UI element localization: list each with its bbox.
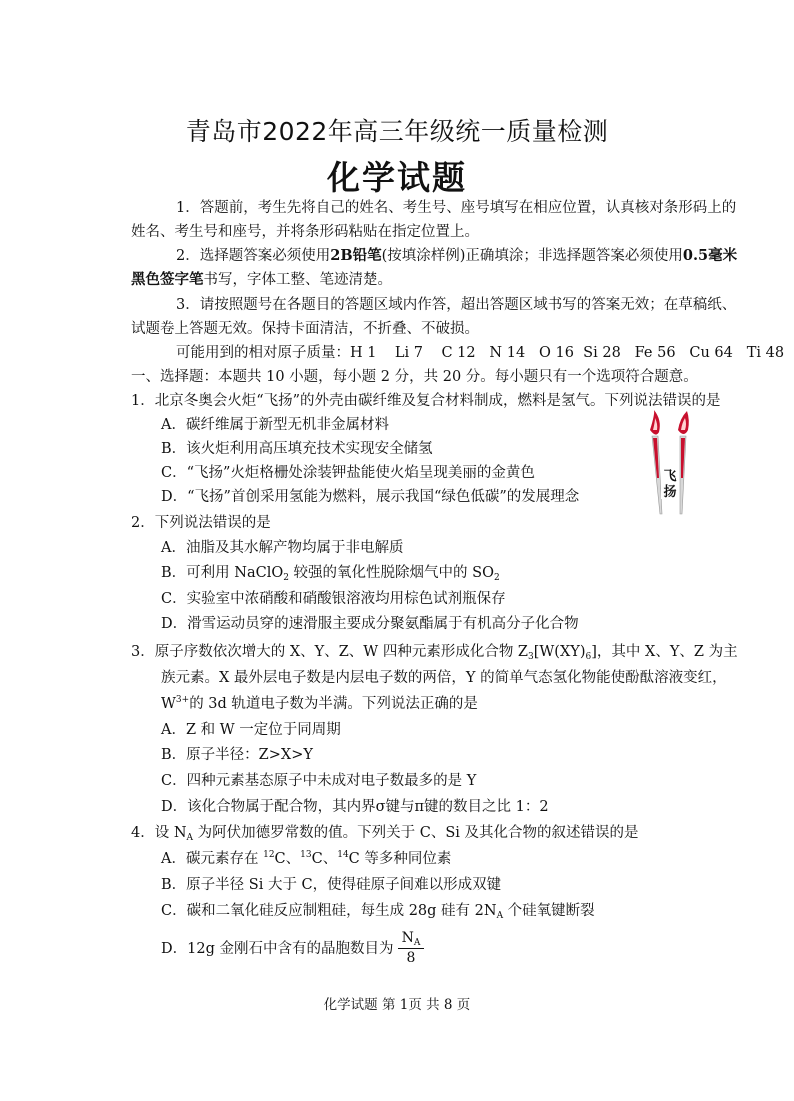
torch-image: [640, 408, 700, 516]
q1-option-b: B．该火炬利用高压填充技术实现安全储氢: [161, 441, 433, 457]
q3-option-a: A．Z 和 W 一定位于同周期: [161, 722, 341, 738]
torch-label-2: 扬: [663, 485, 677, 500]
torch-left: [650, 410, 662, 514]
q4-option-a: A．碳元素存在 $^{12}$C、$^{13}$C、$^{14}$C 等多种同位素: [161, 850, 452, 867]
instruction-3-line-1: 3．请按照题号在各题目的答题区域内作答，超出答题区域书写的答案无效；在草稿纸、: [176, 297, 737, 313]
page-footer: 化学试题 第 1页 共 8 页: [323, 997, 471, 1013]
q3-option-d: D．该化合物属于配合物，其内界σ键与π键的数目之比 1：2: [161, 799, 549, 815]
torch-label-1: 飞: [663, 469, 677, 484]
q1-option-c: C．“飞扬”火炬格栅处涂装钾盐能使火焰呈现美丽的金黄色: [161, 465, 535, 481]
q3-option-c: C．四种元素基态原子中未成对电子数最多的是 Y: [161, 773, 477, 789]
section-1-heading: 一、选择题：本题共 10 小题，每小题 2 分，共 20 分。每小题只有一个选项符合题意。: [131, 369, 698, 385]
fraction-denominator: 8: [406, 950, 416, 966]
q2-option-d: D．滑雪运动员穿的速滑服主要成分聚氨酯属于有机高分子化合物: [161, 616, 579, 632]
subject-title: 化学试题: [327, 158, 467, 197]
q1-option-d: D．“飞扬”首创采用氢能为燃料，展示我国“绿色低碳”的发展理念: [161, 489, 580, 505]
q2-option-a: A．油脂及其水解产物均属于非电解质: [161, 540, 404, 556]
instruction-1-line-2: 姓名、考生号和座号，并将条形码粘贴在指定位置上。: [131, 224, 479, 240]
q1-option-a: A．碳纤维属于新型无机非金属材料: [161, 417, 389, 433]
q3-stem-line-3: $W^{3+}$的 3d 轨道电子数为半满。下列说法正确的是: [161, 695, 478, 712]
q4-option-b: B．原子半径 Si 大于 C，使得硅原子间难以形成双键: [161, 877, 502, 893]
atomic-masses: 可能用到的相对原子质量：H 1 Li 7 C 12 N 14 O 16 Si 28 Fe 56 Cu 64 Ti 48: [176, 345, 785, 361]
q2-stem: 2．下列说法错误的是: [131, 515, 271, 531]
q1-stem: 1．北京冬奥会火炬“飞扬”的外壳由碳纤维及复合材料制成，燃料是氢气。下列说法错误的是: [131, 393, 721, 409]
instruction-2-line-2: 黑色签字笔书写，字体工整、笔迹清楚。: [131, 271, 392, 288]
q2-option-b: B．可利用 NaClO$_2$ 较强的氧化性脱除烟气中的 $SO_2$: [161, 565, 500, 583]
instruction-3-line-2: 试题卷上答题无效。保持卡面清洁，不折叠、不破损。: [131, 321, 479, 337]
q4-d-fraction: [398, 930, 424, 967]
q3-stem-line-2: 族元素。X 最外层电子数是内层电子数的两倍，Y 的简单气态氢化物能使酚酞溶液变红，: [161, 670, 727, 686]
fraction-numerator: $N_A$: [398, 930, 424, 949]
q4-stem: 4．设 $N_A$ 为阿伏加德罗常数的值。下列关于 C、Si 及其化合物的叙述错误的是: [131, 825, 639, 843]
q4-option-c: C．碳和二氧化硅反应制粗硅，每生成 28g 硅有 $2N_A$ 个硅氧键断裂: [161, 903, 595, 921]
q4-option-d: D．12g 金刚石中含有的晶胞数目为: [161, 941, 394, 957]
torch-right: [678, 411, 689, 514]
q2-option-c: C．实验室中浓硝酸和硝酸银溶液均用棕色试剂瓶保存: [161, 591, 506, 607]
exam-title: 青岛市2022年高三年级统一质量检测: [185, 117, 609, 146]
instruction-2-line-1: 2．选择题答案必须使用2B铅笔(按填涂样例)正确填涂；非选择题答案必须使用0.5毫米: [176, 247, 738, 264]
instruction-1-line-1: 1．答题前，考生先将自己的姓名、考生号、座号填写在相应位置，认真核对条形码上的: [176, 200, 737, 216]
q3-stem-line-1: 3．原子序数依次增大的 X、Y、Z、W 四种元素形成化合物 $Z_3[W(XY)_6]$，其中 X、Y、Z 为主: [131, 644, 738, 662]
q3-option-b: B．原子半径：Z>X>Y: [161, 747, 313, 763]
